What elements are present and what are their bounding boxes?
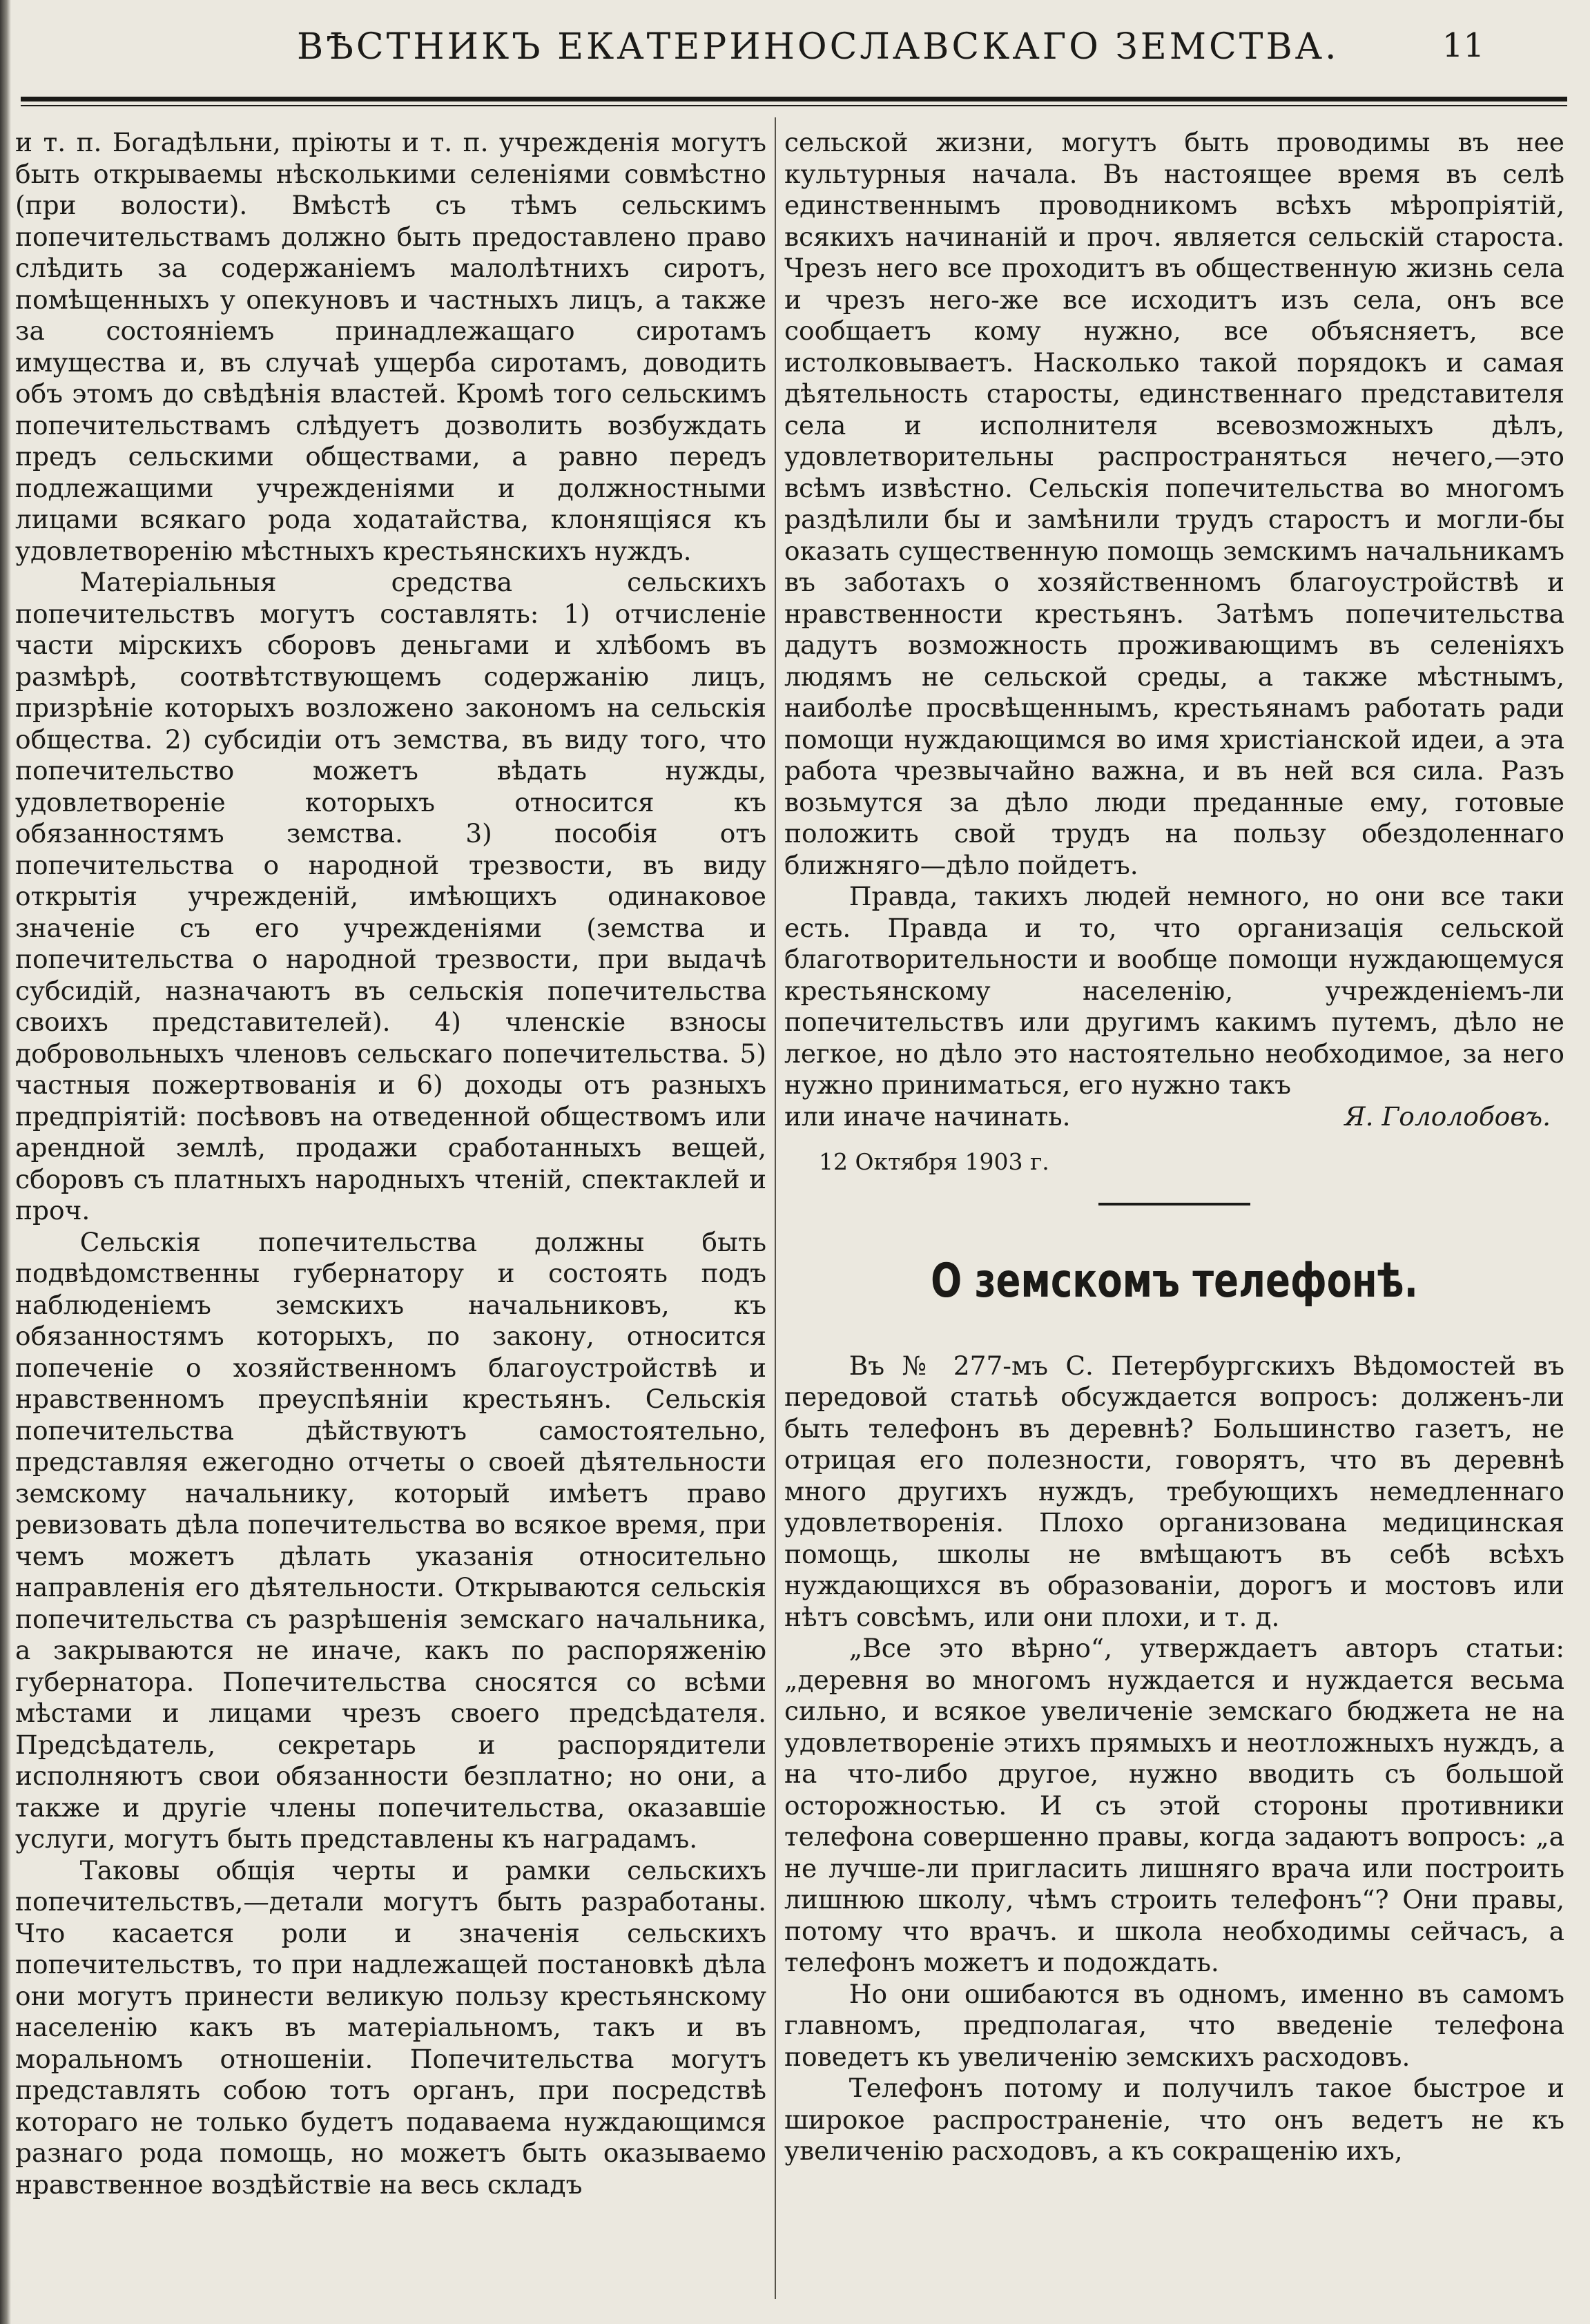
paragraph: и т. п. Богадѣльни, пріюты и т. п. учрежденія могутъ быть открываемы нѣсколькими селеніями совмѣстно (при волости). Вмѣстѣ съ тѣмъ сельскимъ попечительствамъ должно быть предоставлено право слѣдить за содержаніемъ малолѣтнихъ сиротъ, помѣщенныхъ у опекуновъ и частныхъ лицъ, а также за состояніемъ принадлежащаго сиротамъ имущества и, въ случаѣ ущерба сиротамъ, доводить объ этомъ до свѣдѣнія властей. Кромѣ того сельскимъ попечительствамъ слѣдуетъ дозволить возбуждать предъ сельскими обществами, а равно передъ подлежащими учрежденіями и должностными лицами всякаго рода ходатайства, клонящіяся къ удовлетворенію мѣстныхъ крестьянскихъ нуждъ. — [15, 127, 766, 566]
journal-title: ВѢСТНИКЪ ЕКАТЕРИНОСЛАВСКАГО ЗЕМСТВА. — [297, 26, 1339, 68]
paragraph: „Все это вѣрно“, утверждаетъ авторъ статьи: „деревня во многомъ нуждается и нуждается весьма сильно, и всякое увеличеніе земскаго бюджета не на удовлетвореніе этихъ прямыхъ и неотложныхъ нуждъ, а на что-либо другое, нужно вводить съ большой осторожностью. И съ этой стороны противники телефона совершенно правы, когда задаютъ вопросъ: „а не лучше-ли пригласить лишняго врача или построить лишнюю школу, чѣмъ строить телефонъ“? Они правы, потому что врачъ. и школа необходимы сейчасъ, а телефонъ можетъ и подождать. — [784, 1633, 1564, 1977]
header-rule-thin — [21, 105, 1567, 106]
paragraph: сельской жизни, могутъ быть проводимы въ нее культурныя начала. Въ настоящее время въ селѣ единственнымъ проводникомъ всѣхъ мѣропріятій, всякихъ начинаній и проч. является сельскій староста. Чрезъ него все проходитъ въ общественную жизнь села и чрезъ него-же все исходитъ изъ села, онъ все сообщаетъ кому нужно, все объясняетъ, все истолковываетъ. Насколько такой порядокъ и самая дѣятельность старосты, единственнаго представителя села и исполнителя всевозможныхъ дѣлъ, удовлетворительны распространяться нечего,—это всѣмъ извѣстно. Сельскія попечительства во многомъ раздѣлили бы и замѣнили трудъ старостъ и могли-бы оказать существенную помощь земскимъ начальникамъ въ заботахъ о хозяйственномъ благоустройствѣ и нравственности крестьянъ. Затѣмъ попечительства дадутъ возможность проживающимъ въ селеніяхъ людямъ не сельской среды, а также мѣстнымъ, наиболѣе просвѣщеннымъ, крестьянамъ работать ради помощи нуждающимся во имя христіанской идеи, а эта работа чрезвычайно важна, и въ ней вся сила. Разъ возьмутся за дѣло люди преданные ему, готовые положить свой трудъ на пользу обездоленнаго ближняго—дѣло пойдетъ. — [784, 127, 1564, 880]
paragraph: Правда, такихъ людей немного, но они все таки есть. Правда и то, что организація сельской благотворительности и вообще помощи нуждающемуся крестьянскому населенію, учрежденіемъ-ли попечительствъ или другимъ какимъ путемъ, дѣло не легкое, но дѣло это настоятельно необходимое, за него нужно приниматься, его нужно такъ — [784, 881, 1564, 1100]
paragraph: Но они ошибаются въ одномъ, именно въ самомъ главномъ, предполагая, что введеніе телефона поведетъ къ увеличенію земскихъ расходовъ. — [784, 1978, 1564, 2072]
paragraph: Въ № 277-мъ С. Петербургскихъ Вѣдомостей въ передовой статьѣ обсуждается вопросъ: долженъ-ли быть телефонъ въ деревнѣ? Большинство газетъ, не отрицая его полезности, говорятъ, что въ деревнѣ много другихъ нуждъ, требующихъ немедленнаго удовлетворенія. Плохо организована медицинская помощь, школы не вмѣщаютъ въ себѣ всѣхъ нуждающихся въ образованіи, дорогъ и мостовъ или нѣтъ совсѣмъ, или они плохи, и т. д. — [784, 1350, 1564, 1632]
page-number: 11 — [1442, 26, 1484, 65]
binding-edge — [0, 0, 11, 2324]
left-column — [15, 127, 766, 2200]
header-rule — [21, 97, 1567, 101]
article-title: О земскомъ телефонѣ. — [931, 1253, 1418, 1308]
closing-text: или иначе начинать. — [784, 1101, 1071, 1132]
author-signature: Я. Гололобовъ. — [1344, 1101, 1551, 1132]
right-column — [784, 127, 1564, 2167]
column-divider — [775, 117, 776, 2299]
page-header — [21, 26, 1567, 75]
paragraph: Таковы общія черты и рамки сельскихъ попечительствъ,—детали могутъ быть разработаны. Что касается роли и значенія сельскихъ попечительствъ, то при надлежащей постановкѣ дѣла они могутъ принести великую пользу крестьянскому населенію какъ въ матеріальномъ, такъ и въ моральномъ отношеніи. Попечительства могутъ представлять собою тотъ органъ, при посредствѣ котораго не только будетъ подаваема нуждающимся разнаго рода помощь, но можетъ быть оказываемо нравственное воздѣйствіе на весь складъ — [15, 1855, 766, 2200]
section-divider — [1098, 1203, 1250, 1205]
closing-line — [784, 1101, 1564, 1133]
paragraph: Матеріальныя средства сельскихъ попечительствъ могутъ составлять: 1) отчисленіе части мірскихъ сборовъ деньгами и хлѣбомъ въ размѣрѣ, соотвѣтствующемъ содержанію лицъ, призрѣніе которыхъ возложено закономъ на сельскія общества. 2) субсидіи отъ земства, въ виду того, что попечительство можетъ вѣдать нужды, удовлетвореніе которыхъ относится къ обязанностямъ земства. 3) пособія отъ попечительства о народной трезвости, въ виду открытія учрежденій, имѣющихъ одинаковое значеніе съ его учрежденіями (земства и попечительства о народной трезвости, при выдачѣ субсидій, назначаютъ въ сельскія попечительства своихъ представителей). 4) членскіе взносы добровольныхъ членовъ сельскаго попечительства. 5) частныя пожертвованія и 6) доходы отъ разныхъ предпріятій: посѣвовъ на отведенной обществомъ или арендной землѣ, продажи сработанныхъ вещей, сборовъ съ платныхъ народныхъ чтеній, спектаклей и проч. — [15, 567, 766, 1226]
paragraph: Телефонъ потому и получилъ такое быстрое и широкое распространеніе, что онъ ведетъ не къ увеличенію расходовъ, а къ сокращенію ихъ, — [784, 2073, 1564, 2166]
article-date: 12 Октября 1903 г. — [819, 1148, 1049, 1175]
paragraph: Сельскія попечительства должны быть подвѣдомственны губернатору и состоять подъ наблюденіемъ земскихъ начальниковъ, къ обязанностямъ которыхъ, по закону, относится попеченіе о хозяйственномъ благоустройствѣ и нравственномъ преуспѣяніи крестьянъ. Сельскія попечительства дѣйствуютъ самостоятельно, представляя ежегодно отчеты о своей дѣятельности земскому начальнику, который имѣетъ право ревизовать дѣла попечительства во всякое время, при чемъ можетъ дѣлать указанія относительно направленія его дѣятельности. Открываются сельскія попечительства съ разрѣшенія земскаго начальника, а закрываются не иначе, какъ по распоряженію губернатора. Попечительства сносятся со всѣми мѣстами и лицами чрезъ своего предсѣдателя. Предсѣдатель, секретарь и распорядители исполняютъ свои обязанности безплатно; но они, а также и другіе члены попечительства, оказавшіе услуги, могутъ быть представлены къ наградамъ. — [15, 1226, 766, 1854]
